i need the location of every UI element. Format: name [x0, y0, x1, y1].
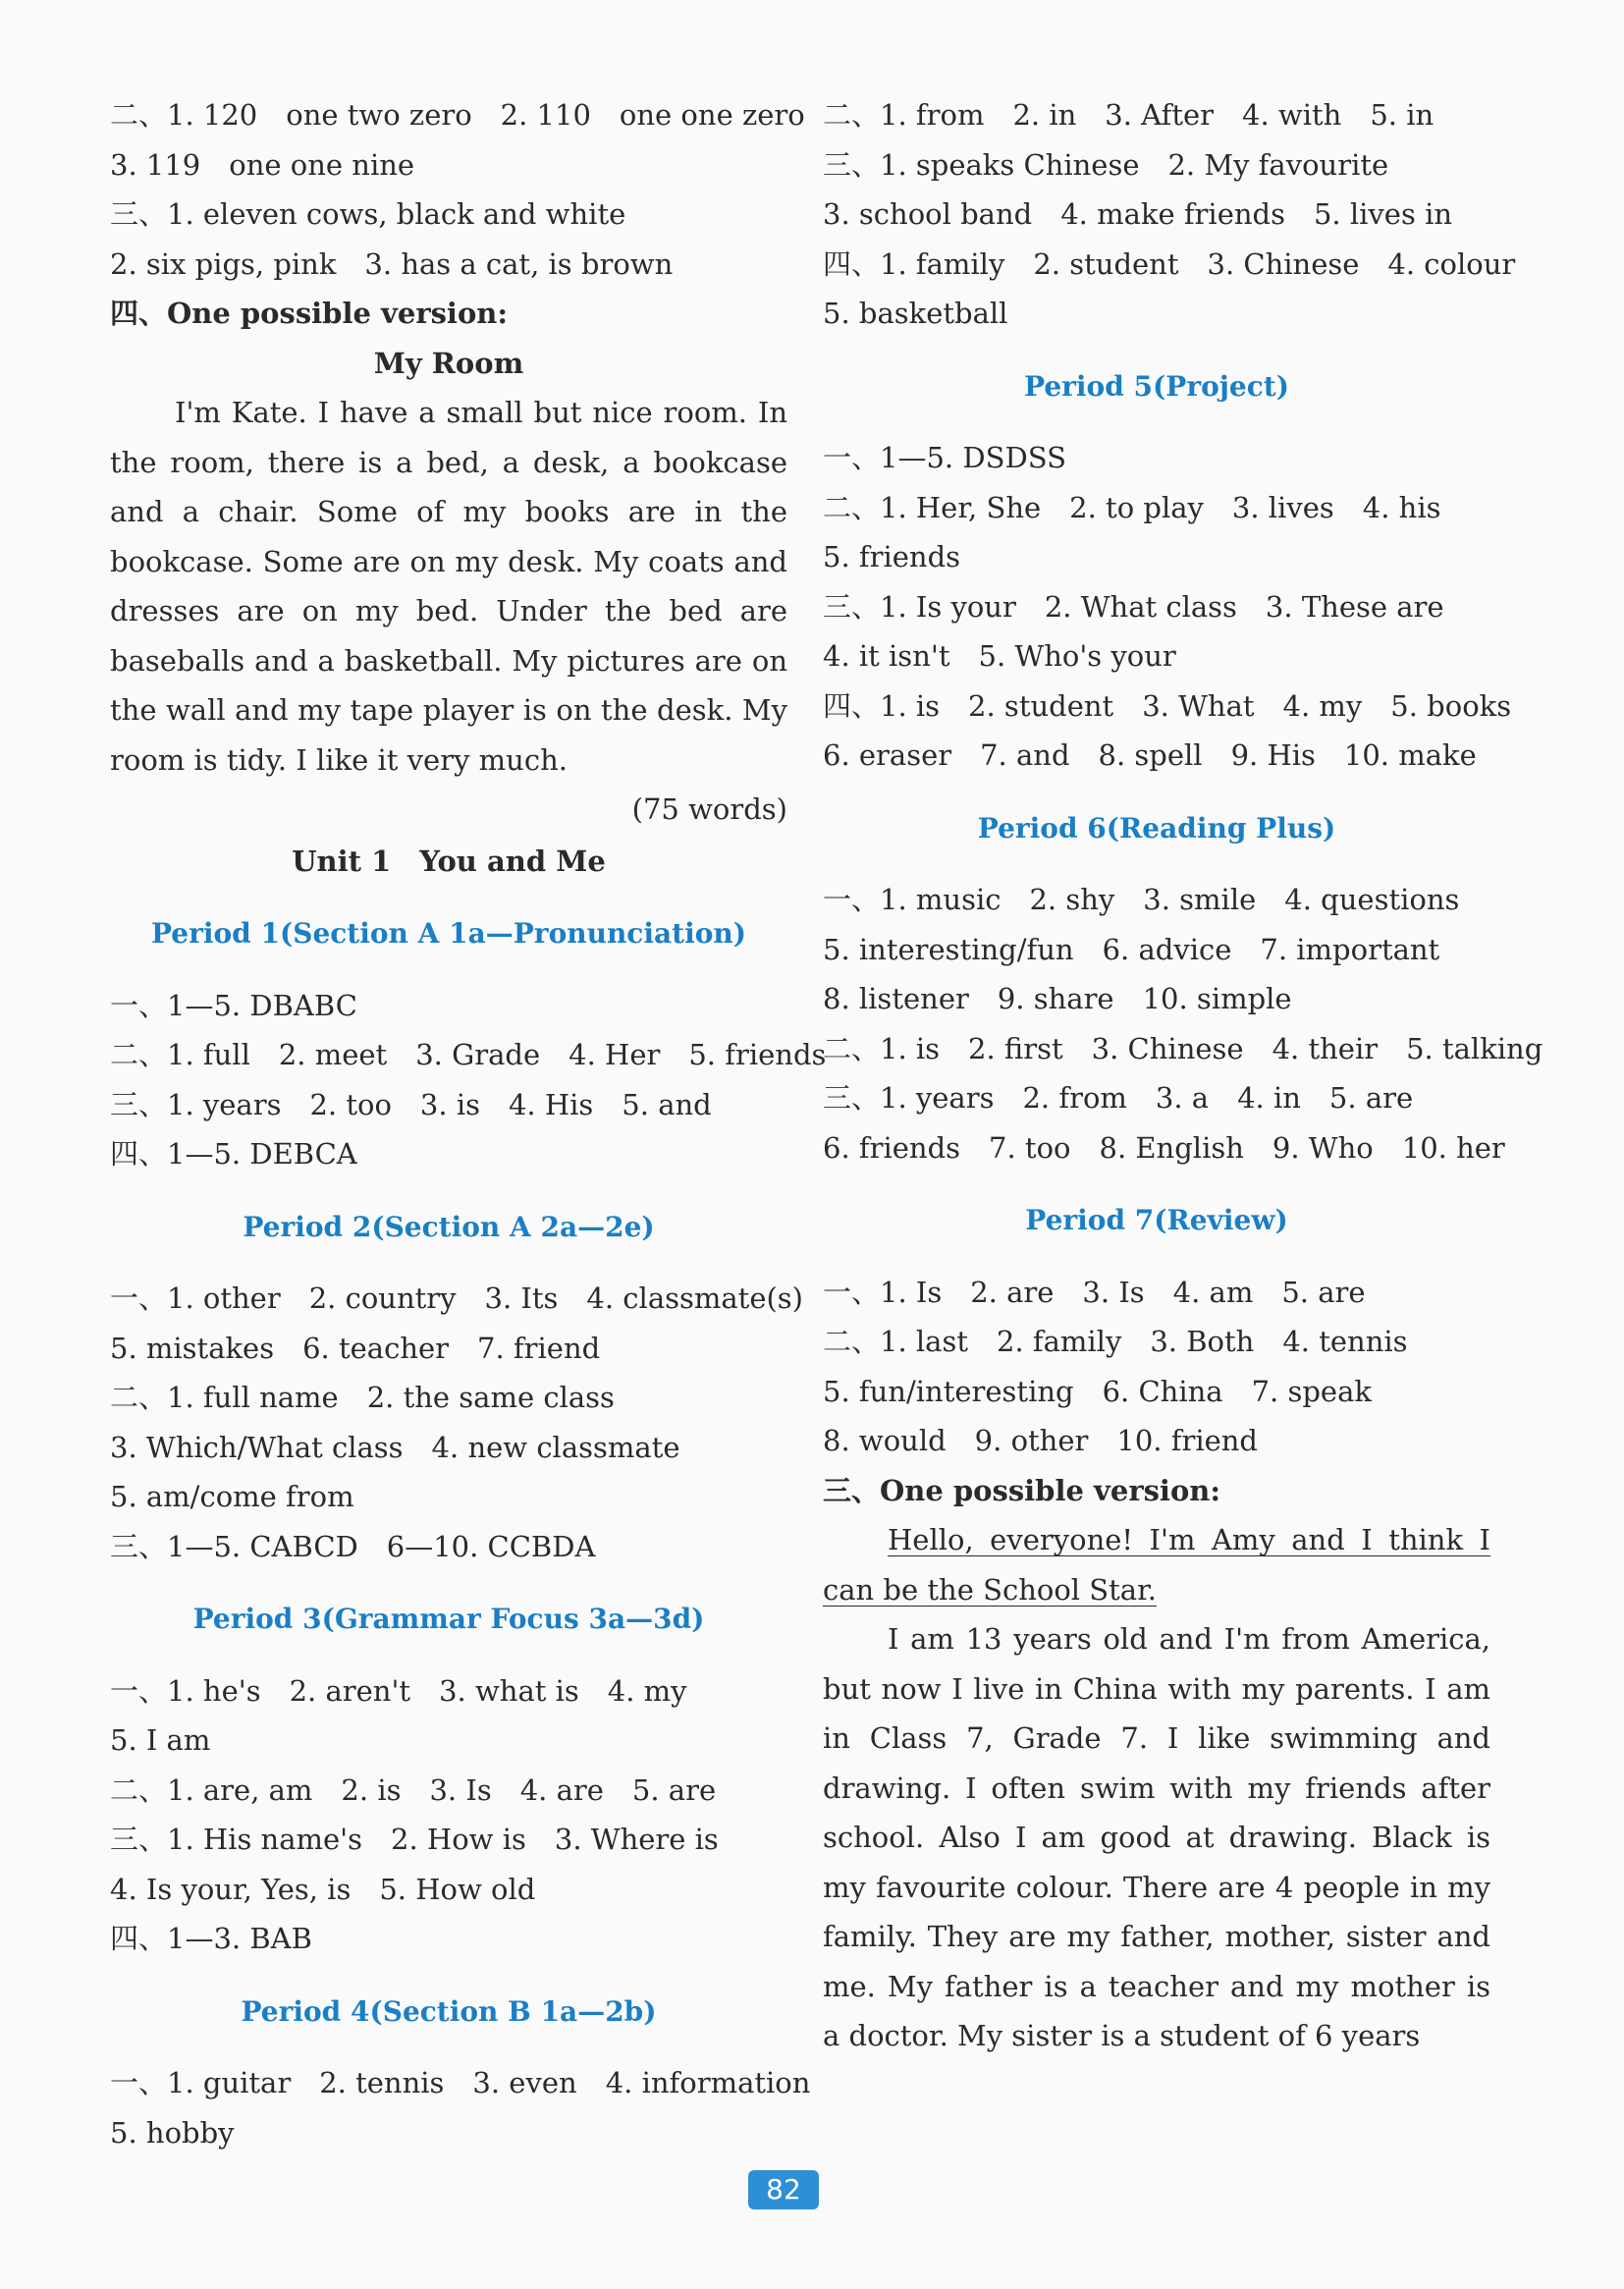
answer-line: 4. Is your, Yes, is 5. How old	[110, 1872, 536, 1906]
answer-line: 一、1—5. DSDSS	[823, 441, 1066, 474]
essay-intro	[823, 1515, 1490, 1614]
period-5-title: Period 5(Project)	[1024, 369, 1289, 403]
answer-line: 一、1. guitar 2. tennis 3. even 4. information	[110, 2066, 811, 2099]
answer-line: 四、1—3. BAB	[110, 1922, 312, 1955]
answer-line: 三、1. eleven cows, black and white	[110, 197, 626, 231]
answer-line: 3. Which/What class 4. new classmate	[110, 1430, 680, 1464]
period-2-title: Period 2(Section A 2a—2e)	[243, 1210, 655, 1243]
answer-line: 3. school band 4. make friends 5. lives in	[823, 197, 1453, 231]
answer-line: 二、1. from 2. in 3. After 4. with 5. in	[823, 98, 1435, 132]
answer-line: 二、1. Her, She 2. to play 3. lives 4. his	[823, 490, 1441, 524]
answer-line: 一、1. Is 2. are 3. Is 4. am 5. are	[823, 1275, 1366, 1309]
answer-line: 四、1—5. DEBCA	[110, 1137, 357, 1171]
answer-line: 二、1. full 2. meet 3. Grade 4. Her 5. friends	[110, 1038, 827, 1071]
answer-line: 5. basketball	[823, 297, 1008, 330]
answer-line: 三、One possible version:	[823, 1473, 1221, 1507]
answer-line: 三、1. years 2. too 3. is 4. His 5. and	[110, 1087, 712, 1121]
answer-line: 5. I am	[110, 1723, 211, 1757]
answer-line: 一、1. other 2. country 3. Its 4. classmate(s)	[110, 1281, 803, 1315]
answer-line: 5. hobby	[110, 2115, 235, 2150]
answer-line: 4. it isn't 5. Who's your	[823, 639, 1176, 673]
answer-line: 三、1. Is your 2. What class 3. These are	[823, 589, 1444, 624]
answer-line: 一、1. he's 2. aren't 3. what is 4. my	[110, 1673, 687, 1708]
answer-line: 二、1. full name 2. the same class	[110, 1381, 615, 1414]
answer-line: 一、1—5. DBABC	[110, 988, 357, 1022]
answer-line: 6. friends 7. too 8. English 9. Who 10. her	[823, 1130, 1505, 1165]
answer-line: 三、1. speaks Chinese 2. My favourite	[823, 147, 1389, 182]
answer-line: 四、One possible version:	[110, 297, 509, 330]
essay-intro-text: Hello, everyone! I'm Amy and I think I can be the School Star.	[823, 1523, 1490, 1607]
answer-line: 5. interesting/fun 6. advice 7. important	[823, 932, 1440, 966]
answer-line: 三、1. His name's 2. How is 3. Where is	[110, 1823, 719, 1856]
answer-line: 一、1. music 2. shy 3. smile 4. questions	[823, 883, 1460, 916]
answer-line: 二、1. last 2. family 3. Both 4. tennis	[823, 1325, 1408, 1358]
period-4-title: Period 4(Section B 1a—2b)	[241, 1994, 657, 2028]
answer-line: 8. would 9. other 10. friend	[823, 1424, 1259, 1457]
answer-line: 5. am/come from	[110, 1480, 354, 1513]
answer-line: 3. 119 one one nine	[110, 147, 415, 182]
period-3-title: Period 3(Grammar Focus 3a—3d)	[192, 1603, 705, 1635]
unit-title: Unit 1 You and Me	[292, 844, 606, 878]
word-count: (75 words)	[631, 792, 787, 826]
answer-line: 四、1. is 2. student 3. What 4. my 5. books	[823, 688, 1512, 723]
period-7-title: Period 7(Review)	[1025, 1204, 1288, 1236]
essay-title: My Room	[373, 346, 524, 380]
answer-line: 三、1. years 2. from 3. a 4. in 5. are	[823, 1081, 1414, 1115]
answer-line: 5. mistakes 6. teacher 7. friend	[110, 1331, 601, 1365]
answer-line: 5. fun/interesting 6. China 7. speak	[823, 1374, 1372, 1408]
period-1-title: Period 1(Section A 1a—Pronunciation)	[150, 917, 746, 950]
answer-line: 二、1. 120 one two zero 2. 110 one one zero	[110, 98, 805, 132]
period-6-title: Period 6(Reading Plus)	[977, 811, 1336, 845]
answer-line: 四、1. family 2. student 3. Chinese 4. colour	[823, 246, 1516, 281]
answer-line: 二、1. are, am 2. is 3. Is 4. are 5. are	[110, 1772, 717, 1807]
page-number: 82	[748, 2170, 819, 2209]
answer-line: 2. six pigs, pink 3. has a cat, is brown	[110, 246, 674, 281]
left-column	[110, 90, 827, 2157]
answer-line: 5. friends	[823, 540, 961, 573]
right-column	[823, 90, 1543, 2061]
essay-paragraph: I'm Kate. I have a small but nice room. In the room, there is a bed, a desk, a bookcase and a chair. Some of my books are in the bookcase. Some are on my desk. My coats and dresses are on my bed. Under the bed are baseballs and a basketball. My pictures are on the wall and my tape player is on the desk. My room is tidy. I like it very much.	[110, 396, 787, 777]
answer-line: 8. listener 9. share 10. simple	[823, 982, 1292, 1015]
essay-paragraph: I am 13 years old and I'm from America, but now I live in China with my parents. I am in Class 7, Grade 7. I like swimming and drawing. I often swim with my friends after school. Also I am good at drawing. Black is my favourite colour. There are 4 people in my family. They are my father, mother, sister and me. My father is a teacher and my mother is a doctor. My sister is a student of 6 years	[823, 1622, 1490, 2052]
answer-line: 6. eraser 7. and 8. spell 9. His 10. make	[823, 738, 1477, 772]
answer-line: 三、1—5. CABCD 6—10. CCBDA	[110, 1529, 596, 1563]
answer-line: 二、1. is 2. first 3. Chinese 4. their 5. talking	[823, 1031, 1543, 1065]
